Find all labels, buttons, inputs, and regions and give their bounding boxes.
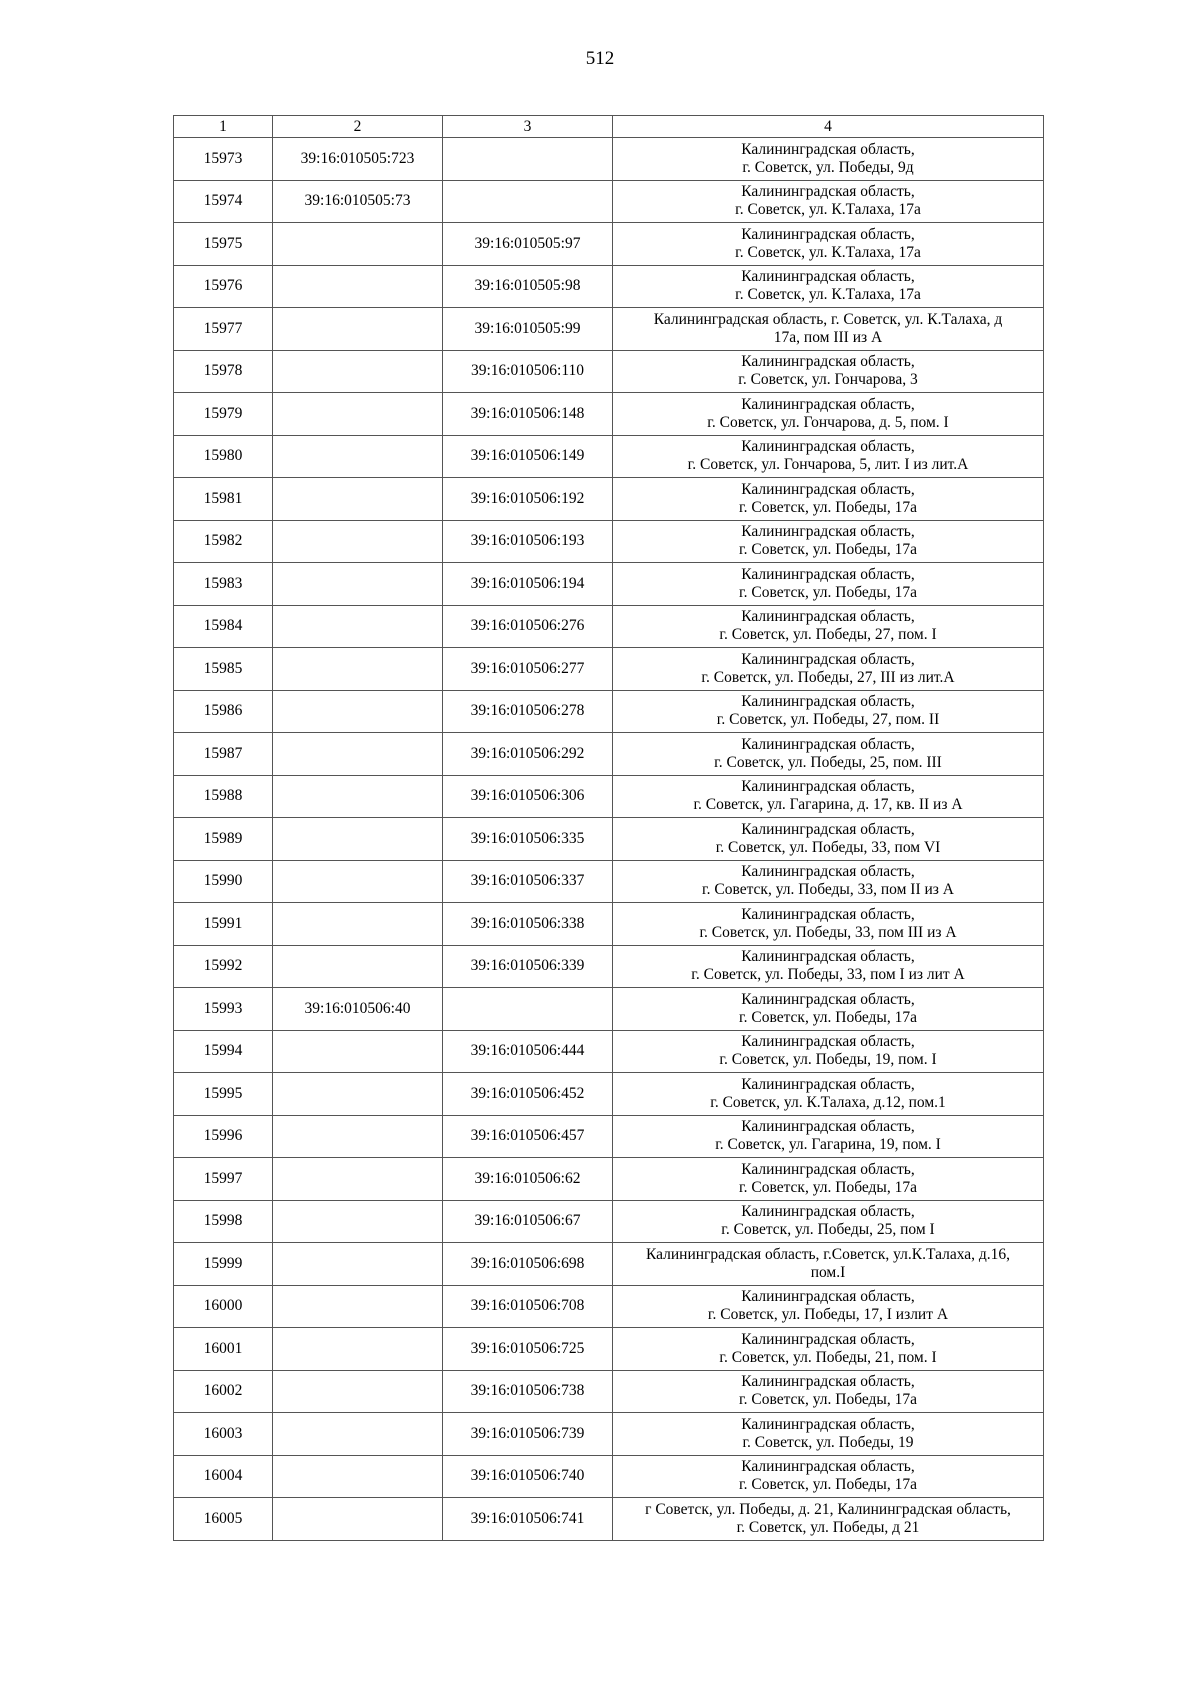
column-header-4: 4 bbox=[613, 116, 1044, 138]
address-cell: Калининградская область, г. Советск, ул. К.Талаха, 17а bbox=[613, 223, 1044, 266]
table-row bbox=[174, 1413, 1044, 1456]
address-cell: Калининградская область, г. Советск, ул. Победы, 19 bbox=[613, 1413, 1044, 1456]
table-row bbox=[174, 520, 1044, 563]
row-number-cell: 15973 bbox=[174, 138, 273, 181]
cadastral-number-col2-cell bbox=[273, 563, 443, 606]
cadastral-number-col2-cell: 39:16:010505:73 bbox=[273, 180, 443, 223]
address-cell: Калининградская область, г. Советск, ул. Победы, 17, I излит А bbox=[613, 1285, 1044, 1328]
address-cell: Калининградская область, г. Советск, ул. Победы, 17а bbox=[613, 1370, 1044, 1413]
header-row bbox=[174, 116, 1044, 138]
cadastral-number-col2-cell bbox=[273, 350, 443, 393]
cadastral-number-col2-cell bbox=[273, 648, 443, 691]
page-number: 512 bbox=[585, 48, 615, 69]
address-cell: Калининградская область, г. Советск, ул. Победы, 25, пом. III bbox=[613, 733, 1044, 776]
column-header-3: 3 bbox=[443, 116, 613, 138]
table-row bbox=[174, 1158, 1044, 1201]
cadastral-number-col2-cell bbox=[273, 1370, 443, 1413]
address-cell: Калининградская область, г. Советск, ул. Победы, 17а bbox=[613, 563, 1044, 606]
row-number-cell: 15980 bbox=[174, 435, 273, 478]
cadastral-number-col3-cell: 39:16:010506:698 bbox=[443, 1243, 613, 1286]
address-cell: Калининградская область, г. Советск, ул. Гончарова, д. 5, пом. I bbox=[613, 393, 1044, 436]
cadastral-number-col2-cell bbox=[273, 435, 443, 478]
cadastral-number-col3-cell: 39:16:010506:193 bbox=[443, 520, 613, 563]
cadastral-number-col2-cell bbox=[273, 223, 443, 266]
table-row bbox=[174, 1285, 1044, 1328]
row-number-cell: 15976 bbox=[174, 265, 273, 308]
cadastral-number-col3-cell: 39:16:010506:739 bbox=[443, 1413, 613, 1456]
row-number-cell: 15996 bbox=[174, 1115, 273, 1158]
table-row bbox=[174, 1200, 1044, 1243]
table-row bbox=[174, 478, 1044, 521]
cadastral-number-col2-cell bbox=[273, 605, 443, 648]
cadastral-number-col3-cell bbox=[443, 988, 613, 1031]
address-cell: Калининградская область, г. Советск, ул. Гончарова, 3 bbox=[613, 350, 1044, 393]
row-number-cell: 15994 bbox=[174, 1030, 273, 1073]
cadastral-number-col3-cell: 39:16:010506:276 bbox=[443, 605, 613, 648]
row-number-cell: 15982 bbox=[174, 520, 273, 563]
cadastral-number-col2-cell bbox=[273, 1455, 443, 1498]
cadastral-number-col2-cell bbox=[273, 1073, 443, 1116]
table-row bbox=[174, 860, 1044, 903]
row-number-cell: 16001 bbox=[174, 1328, 273, 1371]
table-row bbox=[174, 265, 1044, 308]
row-number-cell: 16003 bbox=[174, 1413, 273, 1456]
table-row bbox=[174, 903, 1044, 946]
address-cell: Калининградская область, г. Советск, ул. Победы, 33, пом I из лит А bbox=[613, 945, 1044, 988]
cadastral-number-col2-cell bbox=[273, 733, 443, 776]
table-row bbox=[174, 1455, 1044, 1498]
row-number-cell: 15990 bbox=[174, 860, 273, 903]
column-header-2: 2 bbox=[273, 116, 443, 138]
address-cell: Калининградская область, г. Советск, ул. Победы, 17а bbox=[613, 1158, 1044, 1201]
row-number-cell: 15989 bbox=[174, 818, 273, 861]
table-header bbox=[174, 116, 1044, 138]
cadastral-number-col2-cell: 39:16:010506:40 bbox=[273, 988, 443, 1031]
row-number-cell: 16000 bbox=[174, 1285, 273, 1328]
table-row bbox=[174, 1498, 1044, 1541]
table-row bbox=[174, 1115, 1044, 1158]
table-row bbox=[174, 393, 1044, 436]
cadastral-number-col3-cell: 39:16:010505:98 bbox=[443, 265, 613, 308]
cadastral-number-col3-cell: 39:16:010506:337 bbox=[443, 860, 613, 903]
row-number-cell: 15986 bbox=[174, 690, 273, 733]
row-number-cell: 15992 bbox=[174, 945, 273, 988]
row-number-cell: 16004 bbox=[174, 1455, 273, 1498]
cadastral-number-col2-cell bbox=[273, 1328, 443, 1371]
table-row bbox=[174, 435, 1044, 478]
cadastral-number-col3-cell: 39:16:010506:741 bbox=[443, 1498, 613, 1541]
cadastral-number-col2-cell bbox=[273, 860, 443, 903]
property-registry-table bbox=[173, 115, 1044, 1541]
row-number-cell: 15988 bbox=[174, 775, 273, 818]
column-header-1: 1 bbox=[174, 116, 273, 138]
address-cell: Калининградская область, г. Советск, ул. Гагарина, 19, пом. I bbox=[613, 1115, 1044, 1158]
cadastral-number-col2-cell: 39:16:010505:723 bbox=[273, 138, 443, 181]
cadastral-number-col3-cell: 39:16:010506:339 bbox=[443, 945, 613, 988]
row-number-cell: 15995 bbox=[174, 1073, 273, 1116]
address-cell: Калининградская область, г. Советск, ул. Гагарина, д. 17, кв. II из А bbox=[613, 775, 1044, 818]
table-row bbox=[174, 350, 1044, 393]
table-body bbox=[174, 138, 1044, 1541]
cadastral-number-col3-cell: 39:16:010506:62 bbox=[443, 1158, 613, 1201]
row-number-cell: 15978 bbox=[174, 350, 273, 393]
cadastral-number-col3-cell: 39:16:010506:738 bbox=[443, 1370, 613, 1413]
cadastral-number-col2-cell bbox=[273, 1285, 443, 1328]
cadastral-number-col2-cell bbox=[273, 1115, 443, 1158]
table-row bbox=[174, 818, 1044, 861]
row-number-cell: 15981 bbox=[174, 478, 273, 521]
row-number-cell: 15999 bbox=[174, 1243, 273, 1286]
cadastral-number-col2-cell bbox=[273, 1200, 443, 1243]
cadastral-number-col3-cell: 39:16:010506:149 bbox=[443, 435, 613, 478]
table-row bbox=[174, 180, 1044, 223]
address-cell: Калининградская область, г. Советск, ул. Победы, 19, пом. I bbox=[613, 1030, 1044, 1073]
cadastral-number-col3-cell bbox=[443, 180, 613, 223]
row-number-cell: 15987 bbox=[174, 733, 273, 776]
cadastral-number-col3-cell bbox=[443, 138, 613, 181]
address-cell: Калининградская область, г. Советск, ул. Победы, 27, пом. I bbox=[613, 605, 1044, 648]
address-cell: Калининградская область, г. Советск, ул. Победы, 17а bbox=[613, 478, 1044, 521]
row-number-cell: 15974 bbox=[174, 180, 273, 223]
row-number-cell: 15993 bbox=[174, 988, 273, 1031]
address-cell: Калининградская область, г. Советск, ул. К.Талаха, 17а bbox=[613, 180, 1044, 223]
row-number-cell: 15998 bbox=[174, 1200, 273, 1243]
table-row bbox=[174, 308, 1044, 351]
row-number-cell: 15997 bbox=[174, 1158, 273, 1201]
cadastral-number-col3-cell: 39:16:010506:452 bbox=[443, 1073, 613, 1116]
cadastral-number-col2-cell bbox=[273, 1243, 443, 1286]
row-number-cell: 15984 bbox=[174, 605, 273, 648]
address-cell: Калининградская область, г. Советск, ул. Победы, 25, пом I bbox=[613, 1200, 1044, 1243]
cadastral-number-col3-cell: 39:16:010506:110 bbox=[443, 350, 613, 393]
cadastral-number-col2-cell bbox=[273, 1498, 443, 1541]
address-cell: Калининградская область, г. Советск, ул. К.Талаха, д 17а, пом III из А bbox=[613, 308, 1044, 351]
cadastral-number-col3-cell: 39:16:010506:740 bbox=[443, 1455, 613, 1498]
cadastral-number-col3-cell: 39:16:010506:292 bbox=[443, 733, 613, 776]
table-row bbox=[174, 648, 1044, 691]
address-cell: Калининградская область, г. Советск, ул. К.Талаха, 17а bbox=[613, 265, 1044, 308]
table-row bbox=[174, 690, 1044, 733]
table-row bbox=[174, 1328, 1044, 1371]
cadastral-number-col3-cell: 39:16:010506:278 bbox=[443, 690, 613, 733]
address-cell: г Советск, ул. Победы, д. 21, Калининградская область, г. Советск, ул. Победы, д 21 bbox=[613, 1498, 1044, 1541]
cadastral-number-col2-cell bbox=[273, 1413, 443, 1456]
cadastral-number-col3-cell: 39:16:010506:306 bbox=[443, 775, 613, 818]
cadastral-number-col2-cell bbox=[273, 393, 443, 436]
table-row bbox=[174, 1030, 1044, 1073]
cadastral-number-col3-cell: 39:16:010506:148 bbox=[443, 393, 613, 436]
cadastral-number-col3-cell: 39:16:010506:194 bbox=[443, 563, 613, 606]
cadastral-number-col3-cell: 39:16:010506:338 bbox=[443, 903, 613, 946]
table-row bbox=[174, 563, 1044, 606]
cadastral-number-col2-cell bbox=[273, 818, 443, 861]
table-row bbox=[174, 223, 1044, 266]
cadastral-number-col2-cell bbox=[273, 775, 443, 818]
address-cell: Калининградская область, г. Советск, ул. Победы, 17а bbox=[613, 520, 1044, 563]
address-cell: Калининградская область, г. Советск, ул. К.Талаха, д.12, пом.1 bbox=[613, 1073, 1044, 1116]
address-cell: Калининградская область, г. Советск, ул. Гончарова, 5, лит. I из лит.А bbox=[613, 435, 1044, 478]
table-row bbox=[174, 138, 1044, 181]
row-number-cell: 15983 bbox=[174, 563, 273, 606]
cadastral-number-col3-cell: 39:16:010506:192 bbox=[443, 478, 613, 521]
address-cell: Калининградская область, г. Советск, ул. Победы, 21, пом. I bbox=[613, 1328, 1044, 1371]
cadastral-number-col3-cell: 39:16:010506:67 bbox=[443, 1200, 613, 1243]
table-row bbox=[174, 605, 1044, 648]
address-cell: Калининградская область, г. Советск, ул. Победы, 33, пом III из А bbox=[613, 903, 1044, 946]
address-cell: Калининградская область, г. Советск, ул. Победы, 27, пом. II bbox=[613, 690, 1044, 733]
table-row bbox=[174, 733, 1044, 776]
cadastral-number-col3-cell: 39:16:010506:457 bbox=[443, 1115, 613, 1158]
table-row bbox=[174, 988, 1044, 1031]
cadastral-number-col2-cell bbox=[273, 903, 443, 946]
cadastral-number-col3-cell: 39:16:010506:335 bbox=[443, 818, 613, 861]
table-row bbox=[174, 1243, 1044, 1286]
address-cell: Калининградская область, г. Советск, ул. Победы, 17а bbox=[613, 1455, 1044, 1498]
cadastral-number-col3-cell: 39:16:010506:708 bbox=[443, 1285, 613, 1328]
cadastral-number-col2-cell bbox=[273, 1158, 443, 1201]
table-row bbox=[174, 945, 1044, 988]
address-cell: Калининградская область, г. Советск, ул. Победы, 33, пом VI bbox=[613, 818, 1044, 861]
cadastral-number-col2-cell bbox=[273, 690, 443, 733]
address-cell: Калининградская область, г. Советск, ул. Победы, 33, пом II из А bbox=[613, 860, 1044, 903]
address-cell: Калининградская область, г. Советск, ул. Победы, 17а bbox=[613, 988, 1044, 1031]
cadastral-number-col2-cell bbox=[273, 478, 443, 521]
cadastral-number-col3-cell: 39:16:010505:99 bbox=[443, 308, 613, 351]
cadastral-number-col2-cell bbox=[273, 1030, 443, 1073]
cadastral-number-col3-cell: 39:16:010506:444 bbox=[443, 1030, 613, 1073]
table-row bbox=[174, 1370, 1044, 1413]
cadastral-number-col3-cell: 39:16:010506:277 bbox=[443, 648, 613, 691]
cadastral-number-col2-cell bbox=[273, 265, 443, 308]
row-number-cell: 15979 bbox=[174, 393, 273, 436]
address-cell: Калининградская область, г.Советск, ул.К.Талаха, д.16, пом.I bbox=[613, 1243, 1044, 1286]
cadastral-number-col3-cell: 39:16:010506:725 bbox=[443, 1328, 613, 1371]
address-cell: Калининградская область, г. Советск, ул. Победы, 27, III из лит.А bbox=[613, 648, 1044, 691]
cadastral-number-col2-cell bbox=[273, 308, 443, 351]
table-row bbox=[174, 775, 1044, 818]
row-number-cell: 15975 bbox=[174, 223, 273, 266]
cadastral-number-col2-cell bbox=[273, 945, 443, 988]
row-number-cell: 15985 bbox=[174, 648, 273, 691]
table-row bbox=[174, 1073, 1044, 1116]
row-number-cell: 16002 bbox=[174, 1370, 273, 1413]
row-number-cell: 15991 bbox=[174, 903, 273, 946]
row-number-cell: 16005 bbox=[174, 1498, 273, 1541]
address-cell: Калининградская область, г. Советск, ул. Победы, 9д bbox=[613, 138, 1044, 181]
cadastral-number-col2-cell bbox=[273, 520, 443, 563]
cadastral-number-col3-cell: 39:16:010505:97 bbox=[443, 223, 613, 266]
row-number-cell: 15977 bbox=[174, 308, 273, 351]
